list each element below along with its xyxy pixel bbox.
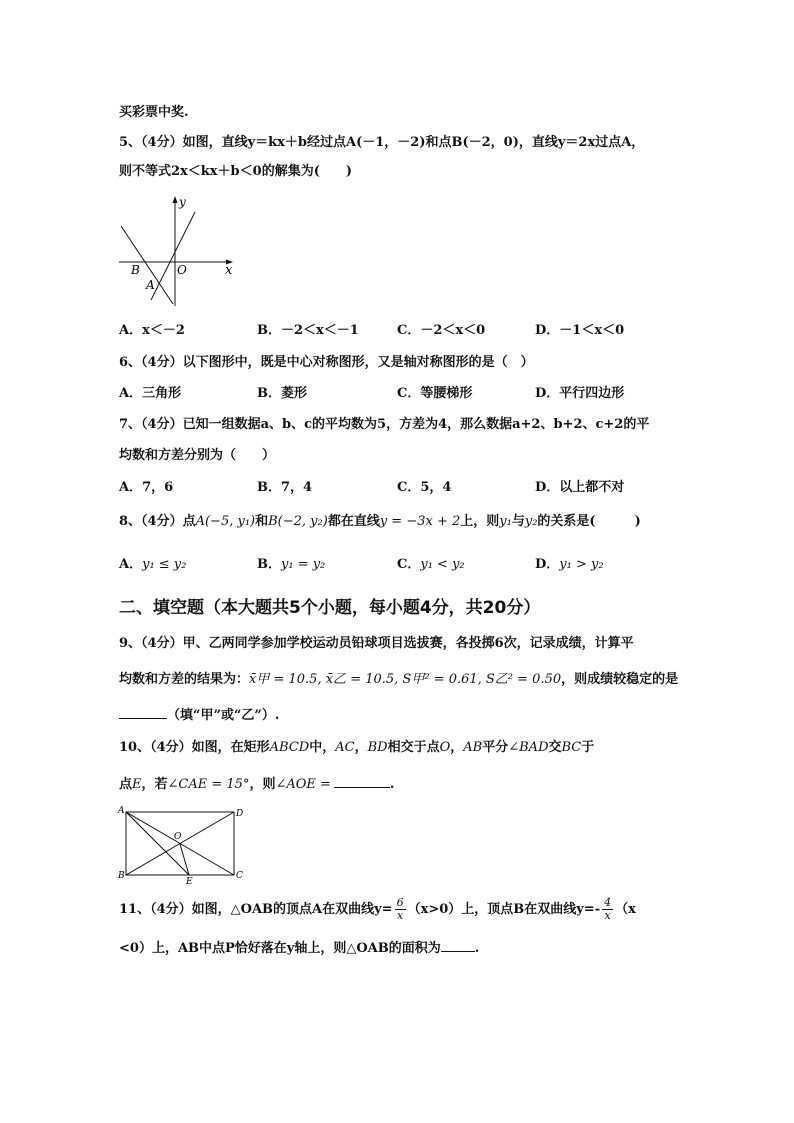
q10-abcd: ABCD	[269, 740, 310, 755]
q5-x-label: x	[225, 263, 233, 278]
q10-aoe: ∠AOE =	[275, 777, 331, 792]
q10-label-a: A	[118, 806, 125, 816]
q10-prefix: 10、（4分）如图，在矩形	[119, 740, 270, 755]
q8-option-d-math: y₁ > y₂	[559, 557, 604, 572]
q9-answer-blank[interactable]	[119, 706, 167, 719]
q11-suffix: （x	[615, 902, 636, 917]
q8-option-a	[119, 556, 186, 574]
q8-option-c	[397, 556, 465, 574]
q8-option-a-math: y₁ ≤ y₂	[142, 557, 187, 572]
q6-option-a: A．三角形	[119, 386, 182, 401]
q10-bd: BD	[367, 740, 388, 755]
q10-ac: AC	[335, 740, 355, 755]
q5-figure	[115, 192, 240, 308]
q11-frac1-den: x	[396, 909, 404, 922]
q9-line2	[119, 671, 678, 689]
q11-answer-blank[interactable]	[441, 939, 475, 952]
q10-t4: ，	[450, 740, 464, 755]
q5-y-label: y	[179, 195, 186, 209]
q10-o: O	[439, 740, 451, 755]
q10-t3: 相交于点	[387, 740, 440, 755]
q8-option-d	[535, 556, 604, 574]
q5-o-label: O	[177, 263, 187, 277]
q8-with: 与	[511, 514, 525, 529]
q11-frac2-num: 4	[604, 896, 612, 909]
q10-label-c: C	[236, 871, 243, 881]
q10-ab: AB	[463, 740, 483, 755]
q6-option-b: B．菱形	[257, 386, 307, 401]
q10-bc: BC	[561, 740, 582, 755]
q10-e: E	[132, 777, 142, 792]
intro-text: 买彩票中奖.	[119, 105, 189, 120]
q6-option-d: D．平行四边形	[535, 386, 625, 401]
q10-t9: ，则	[249, 777, 276, 792]
q8-and: 和	[255, 514, 269, 529]
q11-line2-end: .	[474, 941, 480, 956]
q5-y-arrow	[173, 196, 178, 203]
q9-line3-text: （填“甲”或“乙”）.	[167, 708, 280, 723]
q5-line2: 则不等式2x＜kx＋b＜0的解集为( )	[119, 164, 352, 179]
q10-t6: 交	[548, 740, 562, 755]
q7-option-d: D．以上都不对	[535, 480, 625, 495]
q10-label-b: B	[118, 871, 125, 881]
q8-suffix: 的关系是( )	[537, 514, 641, 529]
q5-option-c: C．－2＜x＜0	[397, 323, 486, 338]
q7-option-b: B．7，4	[257, 480, 313, 495]
q10-line1	[119, 739, 594, 757]
q11-line2	[119, 939, 479, 958]
q10-t7: 于	[581, 740, 595, 755]
q5-option-a: A．x＜－2	[119, 323, 185, 338]
q10-bad: ∠BAD	[508, 740, 549, 755]
q7-line2: 均数和方差分别为（ ）	[119, 448, 276, 463]
q9-line3	[119, 706, 279, 725]
q10-t8: ，若	[141, 777, 168, 792]
q10-answer-blank[interactable]	[334, 775, 390, 788]
q10-cae: ∠CAE = 15°	[167, 777, 250, 792]
q8-option-c-letter: C．	[397, 557, 421, 572]
q7-option-c: C．5，4	[397, 480, 452, 495]
q8-mid: 都在直线	[327, 514, 380, 529]
q5-line-kxb	[121, 226, 173, 304]
q10-line2	[119, 775, 394, 794]
q10-label-e: E	[186, 877, 193, 886]
q8-option-a-letter: A．	[119, 557, 143, 572]
q5-option-d: D．－1＜x＜0	[535, 323, 625, 338]
q8-option-b-math: y₁ = y₂	[281, 557, 326, 572]
section2-heading: 二、填空题（本大题共5个小题，每小题4分，共20分）	[119, 598, 541, 618]
q5-a-label: A	[146, 278, 155, 292]
q8-y2: y₂	[524, 514, 538, 529]
q10-t5: 平分	[482, 740, 509, 755]
q8-option-d-letter: D．	[535, 557, 560, 572]
q8-option-b	[257, 556, 325, 574]
q9-line2-prefix: 均数和方差的结果为：	[119, 672, 250, 687]
q10-t1: 中，	[309, 740, 336, 755]
q8-point-b: B(−2, y₂)	[268, 514, 328, 529]
q8-prefix: 8、（4分）点	[119, 514, 196, 529]
q11-line2-text: <0）上，AB中点P恰好落在y轴上，则△OAB的面积为	[119, 941, 441, 956]
q10-t2: ，	[354, 740, 368, 755]
q8-option-b-letter: B．	[257, 557, 281, 572]
q8-line1	[119, 513, 641, 531]
q11-line1	[119, 897, 636, 923]
q10-label-o: O	[174, 832, 182, 842]
q10-figure	[115, 804, 250, 886]
q8-option-c-math: y₁ < y₂	[420, 557, 465, 572]
q11-frac1-num: 6	[396, 896, 404, 909]
q5-line1: 5、（4分）如图，直线y＝kx＋b经过点A(－1，－2)和点B(－2，0)，直线y＝2x过点A，	[119, 135, 645, 150]
q8-line-eq: y = −3x + 2	[379, 514, 461, 529]
q7-option-a: A．7，6	[119, 480, 174, 495]
q10-label-d: D	[236, 809, 244, 819]
q9-stats: x̄甲 = 10.5, x̄乙 = 10.5, S甲² = 0.61, S乙² = 0.50	[249, 672, 562, 687]
q8-mid2: 上，则	[460, 514, 500, 529]
q5-option-b: B．－2＜x＜－1	[257, 323, 359, 338]
q11-fraction-4-over-x	[602, 897, 613, 922]
q9-line2-suffix: ，则成绩较稳定的是	[561, 672, 679, 687]
q11-fraction-6-over-x	[395, 897, 406, 922]
q7-line1: 7、（4分）已知一组数据a、b、c的平均数为5，方差为4，那么数据a+2、b+2、c+2的平	[119, 417, 650, 432]
q5-b-label: B	[131, 263, 140, 277]
q8-y1: y₁	[499, 514, 512, 529]
q11-mid: （x>0）上，顶点B在双曲线y=-	[407, 902, 601, 917]
q5-line-y2x	[151, 212, 195, 300]
q10-t10: .	[389, 777, 395, 792]
q6-option-c: C．等腰梯形	[397, 386, 473, 401]
q8-point-a: A(−5, y₁)	[195, 514, 256, 529]
q10-line2-prefix: 点	[119, 777, 133, 792]
q11-prefix: 11、（4分）如图，△OAB的顶点A在双曲线y=	[119, 902, 393, 917]
q11-frac2-den: x	[604, 909, 611, 922]
q9-line1: 9、（4分）甲、乙两同学参加学校运动员铅球项目选拔赛，各投掷6次，记录成绩，计算平	[119, 636, 634, 651]
q6-line1: 6、（4分）以下图形中，既是中心对称图形，又是轴对称图形的是（ ）	[119, 355, 534, 370]
